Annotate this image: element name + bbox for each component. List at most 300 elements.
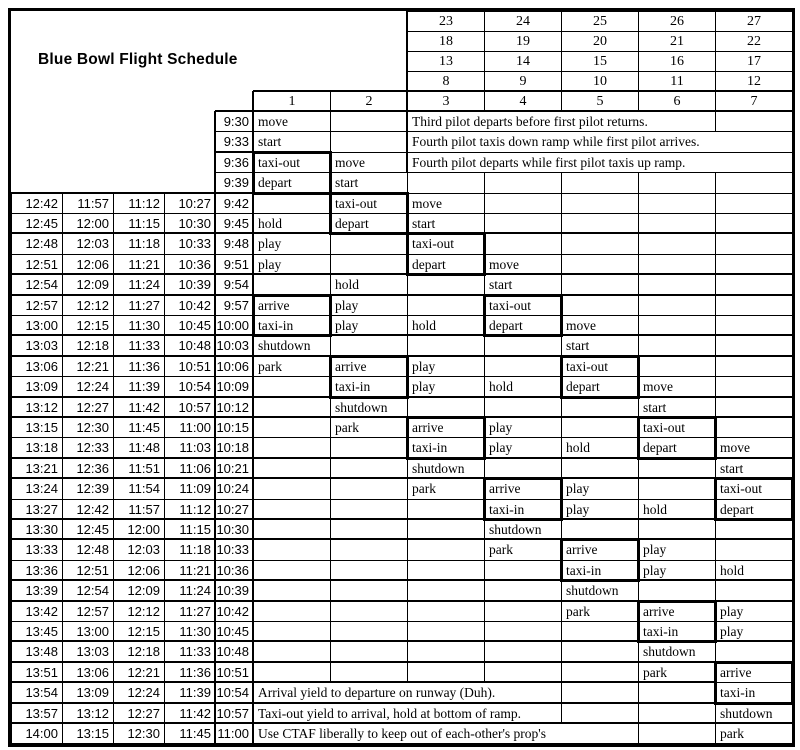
time-cell: 13:39	[11, 580, 63, 601]
time-cell: 10:09	[215, 376, 254, 397]
empty-cell	[330, 580, 408, 601]
emphasis-box	[483, 477, 563, 521]
column-header-cell: 6	[638, 91, 716, 112]
empty-cell	[715, 397, 793, 418]
empty-cell	[715, 233, 793, 254]
empty-cell	[330, 233, 408, 254]
empty-cell	[638, 458, 716, 479]
time-cell: 12:45	[11, 213, 63, 234]
empty-cell	[561, 417, 639, 438]
activity-cell: shutdown	[330, 397, 408, 418]
time-cell: 12:51	[62, 560, 114, 581]
flight-schedule-table	[8, 8, 795, 747]
empty-cell	[330, 335, 408, 356]
time-cell: 13:03	[62, 641, 114, 662]
time-cell: 12:15	[113, 621, 165, 642]
empty-cell	[638, 274, 716, 295]
activity-cell: play	[638, 560, 716, 581]
activity-cell: taxi-out	[561, 356, 639, 377]
empty-cell	[561, 254, 639, 275]
plane-number-cell: 18	[407, 31, 485, 52]
time-cell: 13:36	[11, 560, 63, 581]
empty-cell	[407, 580, 485, 601]
plane-number-cell: 20	[561, 31, 639, 52]
emphasis-box	[560, 538, 640, 582]
time-cell: 12:12	[62, 295, 114, 316]
time-cell: 9:30	[215, 111, 254, 132]
activity-cell: taxi-out	[484, 295, 562, 316]
empty-cell	[561, 397, 639, 418]
time-cell: 9:42	[215, 193, 254, 214]
activity-cell: depart	[484, 315, 562, 336]
activity-cell: arrive	[638, 601, 716, 622]
time-cell: 12:30	[113, 723, 165, 744]
plane-number-cell: 12	[715, 71, 793, 92]
activity-cell: park	[561, 601, 639, 622]
time-cell: 12:03	[113, 539, 165, 560]
empty-cell	[638, 703, 716, 724]
empty-cell	[638, 295, 716, 316]
time-cell: 10:36	[164, 254, 216, 275]
empty-cell	[484, 580, 562, 601]
activity-cell: depart	[561, 376, 639, 397]
time-cell: 10:39	[215, 580, 254, 601]
note-cell: Taxi-out yield to arrival, hold at bottom of ramp.	[253, 703, 562, 724]
time-cell: 12:21	[62, 356, 114, 377]
time-cell: 12:30	[62, 417, 114, 438]
emphasis-box	[252, 294, 332, 338]
time-cell: 10:42	[215, 601, 254, 622]
empty-cell	[561, 172, 639, 193]
activity-cell: play	[715, 621, 793, 642]
note-cell: Fourth pilot taxis down ramp while first pilot arrives.	[407, 131, 793, 152]
time-cell: 10:33	[164, 233, 216, 254]
column-header-cell: 7	[715, 91, 793, 112]
empty-cell	[330, 662, 408, 683]
emphasis-box	[714, 477, 794, 521]
activity-cell: play	[484, 417, 562, 438]
time-cell: 12:15	[62, 315, 114, 336]
empty-cell	[484, 172, 562, 193]
activity-cell: hold	[484, 376, 562, 397]
empty-cell	[330, 621, 408, 642]
time-cell: 11:33	[164, 641, 216, 662]
activity-cell: start	[407, 213, 485, 234]
plane-number-cell: 15	[561, 51, 639, 72]
empty-cell	[330, 539, 408, 560]
time-cell: 12:27	[113, 703, 165, 724]
activity-cell: hold	[253, 213, 331, 234]
activity-cell: play	[330, 295, 408, 316]
grid-line	[253, 90, 792, 92]
plane-number-cell: 22	[715, 31, 793, 52]
activity-cell: arrive	[484, 478, 562, 499]
time-cell: 11:30	[113, 315, 165, 336]
time-cell: 13:09	[62, 682, 114, 703]
time-cell: 12:06	[62, 254, 114, 275]
time-cell: 11:24	[164, 580, 216, 601]
empty-cell	[638, 315, 716, 336]
activity-cell: arrive	[715, 662, 793, 683]
activity-cell: hold	[715, 560, 793, 581]
empty-cell	[561, 519, 639, 540]
empty-cell	[638, 519, 716, 540]
time-cell: 11:27	[164, 601, 216, 622]
empty-cell	[484, 601, 562, 622]
plane-number-cell: 9	[484, 71, 562, 92]
empty-cell	[715, 356, 793, 377]
time-cell: 12:48	[11, 233, 63, 254]
empty-cell	[330, 641, 408, 662]
activity-cell: play	[253, 254, 331, 275]
activity-cell: play	[407, 356, 485, 377]
time-cell: 11:15	[164, 519, 216, 540]
activity-cell: taxi-in	[330, 376, 408, 397]
note-cell: Fourth pilot departs while first pilot taxis up ramp.	[407, 152, 793, 173]
empty-cell	[253, 274, 331, 295]
time-cell: 10:45	[215, 621, 254, 642]
grid-line	[11, 702, 792, 704]
empty-cell	[253, 376, 331, 397]
time-cell: 11:18	[113, 233, 165, 254]
time-cell: 13:21	[11, 458, 63, 479]
time-cell: 12:27	[62, 397, 114, 418]
empty-cell	[715, 111, 793, 132]
time-cell: 10:51	[164, 356, 216, 377]
emphasis-box	[406, 232, 486, 276]
time-cell: 10:06	[215, 356, 254, 377]
grid-line	[11, 334, 792, 336]
grid-line	[11, 294, 792, 296]
emphasis-box	[560, 355, 640, 399]
empty-cell	[484, 458, 562, 479]
activity-cell: taxi-in	[638, 621, 716, 642]
activity-cell: park	[330, 417, 408, 438]
empty-cell	[407, 519, 485, 540]
activity-cell: depart	[638, 437, 716, 458]
empty-cell	[715, 417, 793, 438]
empty-cell	[715, 641, 793, 662]
time-cell: 12:33	[62, 437, 114, 458]
empty-cell	[407, 560, 485, 581]
empty-cell	[484, 213, 562, 234]
emphasis-box	[329, 355, 409, 399]
time-cell: 13:12	[11, 397, 63, 418]
time-cell: 10:51	[215, 662, 254, 683]
empty-cell	[330, 601, 408, 622]
time-cell: 13:30	[11, 519, 63, 540]
empty-cell	[253, 601, 331, 622]
time-cell: 12:09	[113, 580, 165, 601]
activity-cell: shutdown	[561, 580, 639, 601]
empty-cell	[253, 621, 331, 642]
time-cell: 10:00	[215, 315, 254, 336]
column-header-cell: 3	[407, 91, 485, 112]
empty-cell	[484, 193, 562, 214]
activity-cell: move	[407, 193, 485, 214]
empty-cell	[715, 335, 793, 356]
empty-cell	[561, 213, 639, 234]
time-cell: 9:33	[215, 131, 254, 152]
activity-cell: arrive	[253, 295, 331, 316]
activity-cell: park	[407, 478, 485, 499]
time-cell: 10:48	[164, 335, 216, 356]
plane-number-cell: 27	[715, 11, 793, 32]
time-cell: 13:09	[11, 376, 63, 397]
activity-cell: depart	[407, 254, 485, 275]
emphasis-box	[406, 416, 486, 460]
time-cell: 11:06	[164, 458, 216, 479]
empty-cell	[330, 254, 408, 275]
time-cell: 11:21	[164, 560, 216, 581]
note-cell: Third pilot departs before first pilot returns.	[407, 111, 716, 132]
activity-cell: start	[638, 397, 716, 418]
plane-number-cell: 8	[407, 71, 485, 92]
activity-cell: play	[561, 478, 639, 499]
activity-cell: move	[330, 152, 408, 173]
time-cell: 10:30	[164, 213, 216, 234]
activity-cell: play	[407, 376, 485, 397]
time-cell: 12:36	[62, 458, 114, 479]
time-cell: 13:57	[11, 703, 63, 724]
time-cell: 11:42	[113, 397, 165, 418]
activity-cell: play	[330, 315, 408, 336]
empty-cell	[638, 580, 716, 601]
empty-cell	[253, 580, 331, 601]
column-header-cell: 4	[484, 91, 562, 112]
time-cell: 12:57	[62, 601, 114, 622]
note-cell: Arrival yield to departure on runway (Duh).	[253, 682, 562, 703]
activity-cell: arrive	[330, 356, 408, 377]
activity-cell: taxi-in	[715, 682, 793, 703]
empty-cell	[638, 193, 716, 214]
empty-cell	[484, 356, 562, 377]
activity-cell: depart	[715, 499, 793, 520]
empty-cell	[330, 478, 408, 499]
time-cell: 9:48	[215, 233, 254, 254]
plane-number-cell: 17	[715, 51, 793, 72]
time-cell: 10:27	[215, 499, 254, 520]
activity-cell: park	[253, 356, 331, 377]
plane-number-cell: 24	[484, 11, 562, 32]
time-cell: 11:15	[113, 213, 165, 234]
empty-cell	[561, 295, 639, 316]
time-cell: 9:54	[215, 274, 254, 295]
grid-line	[11, 681, 715, 683]
empty-cell	[638, 723, 716, 744]
empty-cell	[484, 335, 562, 356]
empty-cell	[330, 519, 408, 540]
time-cell: 13:00	[62, 621, 114, 642]
time-cell: 13:06	[11, 356, 63, 377]
time-cell: 11:30	[164, 621, 216, 642]
activity-cell: taxi-out	[407, 233, 485, 254]
time-cell: 12:54	[62, 580, 114, 601]
empty-cell	[638, 356, 716, 377]
activity-cell: depart	[330, 213, 408, 234]
activity-cell: shutdown	[638, 641, 716, 662]
time-cell: 10:21	[215, 458, 254, 479]
time-cell: 12:42	[62, 499, 114, 520]
empty-cell	[715, 295, 793, 316]
grid-line	[11, 538, 792, 540]
empty-cell	[715, 213, 793, 234]
empty-cell	[561, 621, 639, 642]
activity-cell: play	[484, 437, 562, 458]
time-cell: 13:15	[62, 723, 114, 744]
time-cell: 12:42	[11, 193, 63, 214]
empty-cell	[484, 397, 562, 418]
time-cell: 11:45	[113, 417, 165, 438]
note-cell: Use CTAF liberally to keep out of each-other's prop's	[253, 723, 639, 744]
plane-number-cell: 21	[638, 31, 716, 52]
grid-line	[11, 273, 792, 275]
time-cell: 12:00	[113, 519, 165, 540]
plane-number-cell: 19	[484, 31, 562, 52]
grid-line	[11, 579, 792, 581]
time-cell: 11:54	[113, 478, 165, 499]
plane-number-cell: 13	[407, 51, 485, 72]
activity-cell: play	[715, 601, 793, 622]
time-cell: 12:54	[11, 274, 63, 295]
time-cell: 12:48	[62, 539, 114, 560]
empty-cell	[561, 193, 639, 214]
activity-cell: start	[253, 131, 331, 152]
empty-cell	[484, 662, 562, 683]
activity-cell: hold	[407, 315, 485, 336]
activity-cell: move	[253, 111, 331, 132]
empty-cell	[715, 519, 793, 540]
time-cell: 11:51	[113, 458, 165, 479]
activity-cell: play	[638, 539, 716, 560]
activity-cell: taxi-in	[484, 499, 562, 520]
time-cell: 11:39	[113, 376, 165, 397]
empty-cell	[407, 397, 485, 418]
emphasis-box	[483, 294, 563, 338]
emphasis-box	[637, 600, 717, 644]
time-cell: 10:57	[164, 397, 216, 418]
time-cell: 11:57	[113, 499, 165, 520]
time-cell: 11:33	[113, 335, 165, 356]
time-cell: 11:24	[113, 274, 165, 295]
time-cell: 11:09	[164, 478, 216, 499]
activity-cell: move	[638, 376, 716, 397]
column-header-cell: 2	[330, 91, 408, 112]
emphasis-box	[714, 661, 794, 705]
empty-cell	[715, 254, 793, 275]
time-cell: 10:15	[215, 417, 254, 438]
empty-cell	[407, 662, 485, 683]
time-cell: 11:57	[62, 193, 114, 214]
time-cell: 13:18	[11, 437, 63, 458]
activity-cell: play	[561, 499, 639, 520]
empty-cell	[253, 193, 331, 214]
time-cell: 12:45	[62, 519, 114, 540]
empty-cell	[715, 376, 793, 397]
empty-cell	[407, 335, 485, 356]
time-cell: 11:48	[113, 437, 165, 458]
empty-cell	[638, 172, 716, 193]
empty-cell	[561, 641, 639, 662]
empty-cell	[715, 315, 793, 336]
page-title: Blue Bowl Flight Schedule	[38, 51, 238, 68]
empty-cell	[715, 193, 793, 214]
activity-cell: hold	[561, 437, 639, 458]
empty-cell	[638, 213, 716, 234]
time-cell: 12:21	[113, 662, 165, 683]
empty-cell	[253, 478, 331, 499]
activity-cell: park	[638, 662, 716, 683]
activity-cell: shutdown	[253, 335, 331, 356]
time-cell: 13:24	[11, 478, 63, 499]
empty-cell	[407, 601, 485, 622]
time-cell: 10:57	[215, 703, 254, 724]
time-cell: 10:45	[164, 315, 216, 336]
empty-cell	[638, 478, 716, 499]
time-cell: 11:18	[164, 539, 216, 560]
time-cell: 10:18	[215, 437, 254, 458]
activity-cell: arrive	[407, 417, 485, 438]
empty-cell	[407, 274, 485, 295]
activity-cell: taxi-in	[561, 560, 639, 581]
time-cell: 11:12	[113, 193, 165, 214]
column-header-cell: 5	[561, 91, 639, 112]
time-cell: 10:03	[215, 335, 254, 356]
time-cell: 12:24	[113, 682, 165, 703]
empty-cell	[253, 397, 331, 418]
empty-cell	[330, 437, 408, 458]
empty-cell	[484, 233, 562, 254]
grid-line	[11, 661, 792, 663]
time-cell: 13:33	[11, 539, 63, 560]
empty-cell	[253, 437, 331, 458]
activity-cell: start	[715, 458, 793, 479]
time-cell: 14:00	[11, 723, 63, 744]
emphasis-box	[637, 416, 717, 460]
grid-line	[214, 111, 216, 744]
time-cell: 12:57	[11, 295, 63, 316]
empty-cell	[253, 417, 331, 438]
activity-cell: taxi-in	[253, 315, 331, 336]
time-cell: 10:27	[164, 193, 216, 214]
time-cell: 11:39	[164, 682, 216, 703]
activity-cell: hold	[638, 499, 716, 520]
activity-cell: park	[484, 539, 562, 560]
activity-cell: start	[330, 172, 408, 193]
empty-cell	[638, 254, 716, 275]
time-cell: 10:39	[164, 274, 216, 295]
time-cell: 11:42	[164, 703, 216, 724]
time-cell: 13:15	[11, 417, 63, 438]
empty-cell	[330, 560, 408, 581]
empty-cell	[561, 662, 639, 683]
time-cell: 13:48	[11, 641, 63, 662]
time-cell: 10:54	[164, 376, 216, 397]
empty-cell	[253, 499, 331, 520]
plane-number-cell: 25	[561, 11, 639, 32]
time-cell: 13:54	[11, 682, 63, 703]
empty-cell	[638, 682, 716, 703]
time-cell: 10:36	[215, 560, 254, 581]
empty-cell	[407, 621, 485, 642]
activity-cell: move	[484, 254, 562, 275]
plane-number-cell: 26	[638, 11, 716, 32]
empty-cell	[484, 560, 562, 581]
empty-cell	[561, 274, 639, 295]
time-cell: 12:09	[62, 274, 114, 295]
grid-line	[11, 518, 792, 520]
time-cell: 12:18	[62, 335, 114, 356]
